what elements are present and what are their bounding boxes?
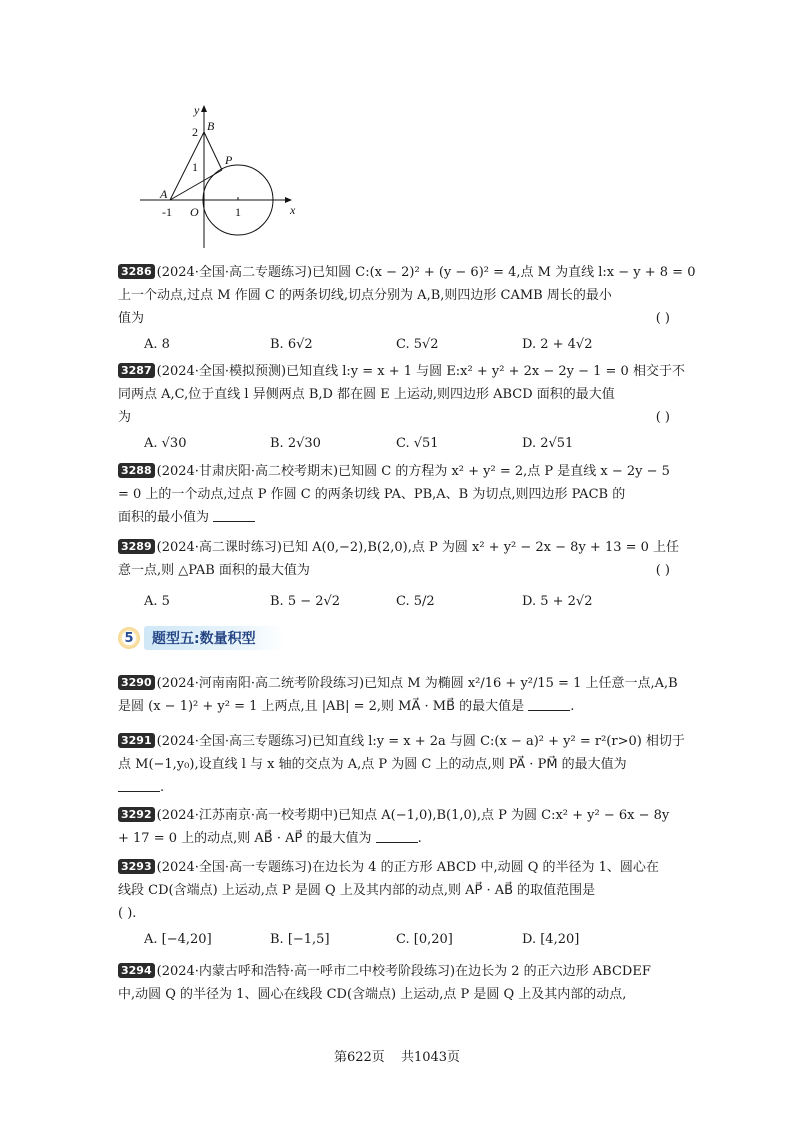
problem-3290: 3290 (2024·河南南阳·高二统考阶段练习)已知点 M 为椭圆 x²/16 + y²/15 = 1 上任意一点,A,B 是圆 (x − 1)² + y² = 1 上两点,且 |AB| = 2,则 MA⃗ · MB⃗ 的最大值是 .: [118, 676, 678, 714]
problem-id: 3294: [118, 963, 155, 978]
problem-text: = 0 上的一个动点,过点 P 作圆 C 的两条切线 PA、PB,A、B 为切点,则四边形 PACB 的: [118, 487, 626, 502]
label-tick-neg1: -1: [162, 205, 172, 219]
problem-text: 点 M(−1,y₀),设直线 l 与 x 轴的交点为 A,点 P 为圆 C 上的动点,则 PA⃗ · PM⃗ 的最大值为: [118, 757, 627, 772]
problem-3292: 3292 (2024·江苏南京·高一校考期中)已知点 A(−1,0),B(1,0),点 P 为圆 C:x² + y² − 6x − 8y + 17 = 0 上的动点,则 AB⃗ · AP⃗ 的最大值为 .: [118, 808, 670, 846]
problem-id: 3286: [118, 264, 155, 279]
problem-text: + 17 = 0 上的动点,则 AB⃗ · AP⃗ 的最大值为: [118, 831, 372, 846]
problem-text: (2024·高二课时练习)已知 A(0,−2),B(2,0),点 P 为圆 x² + y² − 2x − 8y + 13 = 0 上任: [156, 540, 680, 555]
answer-blank: [118, 779, 160, 792]
problem-text: (2024·江苏南京·高一校考期中)已知点 A(−1,0),B(1,0),点 P 为圆 C:x² + y² − 6x − 8y: [156, 808, 670, 823]
problem-id: 3288: [118, 463, 155, 478]
problem-3291: 3291 (2024·全国·高三专题练习)已知直线 l:y = x + 2a 与圆 C:(x − a)² + y² = r²(r>0) 相切于 点 M(−1,y₀),设直线 l 与 x 轴的交点为 A,点 P 为圆 C 上的动点,则 PA⃗ · PM⃗ 的最大值为 .: [118, 734, 685, 795]
problem-text: (2024·全国·模拟预测)已知直线 l:y = x + 1 与圆 E:x² + y² + 2x − 2y − 1 = 0 相交于不: [156, 364, 685, 379]
page-footer: [0, 1046, 794, 1065]
choice-c: C. 5/2: [396, 594, 435, 609]
answer-paren: ( ): [655, 563, 670, 578]
label-tick-2: 2: [192, 125, 198, 139]
choice-a: A. 5: [144, 594, 170, 609]
problem-text: 值为: [118, 311, 145, 326]
problem-text: 同两点 A,C,位于直线 l 异侧两点 B,D 都在圆 E 上运动,则四边形 ABCD 面积的最大值: [118, 387, 615, 402]
page-number: 第622页: [333, 1050, 385, 1065]
problem-id: 3291: [118, 733, 155, 748]
label-tick-1-x: 1: [235, 205, 241, 219]
problem-text: (2024·全国·高一专题练习)在边长为 4 的正方形 ABCD 中,动圆 Q 的半径为 1、圆心在: [156, 860, 659, 875]
problem-text: 线段 CD(含端点) 上运动,点 P 是圆 Q 上及其内部的动点,则 AP⃗ · AB⃗ 的取值范围是: [118, 883, 596, 898]
problem-text: (2024·内蒙古呼和浩特·高一呼市二中校考阶段练习)在边长为 2 的正六边形 ABCDEF: [156, 964, 651, 979]
segment-bp: [204, 132, 222, 170]
problem-text: ( ).: [118, 906, 137, 921]
choice-b: B. 5 − 2√2: [270, 594, 341, 609]
label-point-a: A: [160, 187, 168, 201]
problem-text: 上一个动点,过点 M 作圆 C 的两条切线,切点分别为 A,B,则四边形 CAMB 周长的最小: [118, 288, 612, 303]
problem-id: 3287: [118, 363, 155, 378]
section-number: 5: [124, 630, 134, 646]
problem-text: (2024·甘肃庆阳·高二校考期末)已知圆 C 的方程为 x² + y² = 2,点 P 是直线 x − 2y − 5: [156, 464, 670, 479]
problem-text: (2024·全国·高三专题练习)已知直线 l:y = x + 2a 与圆 C:(x − a)² + y² = r²(r>0) 相切于: [156, 734, 685, 749]
choice-a: A. 8: [144, 337, 170, 352]
label-tick-1: 1: [192, 160, 198, 174]
problem-id: 3292: [118, 807, 155, 822]
problem-text: 是圆 (x − 1)² + y² = 1 上两点,且 |AB| = 2,则 MA⃗ · MB⃗ 的最大值是: [118, 699, 525, 714]
coordinate-figure: [138, 100, 308, 250]
problem-id: 3290: [118, 675, 155, 690]
section-heading: [118, 626, 284, 650]
problem-3289: [118, 536, 678, 613]
problem-3288: [118, 460, 678, 529]
answer-paren: ( ): [655, 311, 670, 326]
problem-text: 为: [118, 410, 132, 425]
label-point-b: B: [207, 119, 215, 133]
section-title: 题型五:数量积型: [144, 626, 284, 650]
choice-a: A. √30: [144, 436, 187, 451]
problem-3286: [118, 261, 696, 356]
answer-blank: [528, 698, 570, 711]
choice-b: B. [−1,5]: [270, 932, 330, 947]
answer-blank: [213, 509, 255, 522]
choice-d: D. 5 + 2√2: [522, 594, 593, 609]
choice-b: B. 6√2: [270, 337, 313, 352]
problem-3287: [118, 360, 685, 455]
problem-text: (2024·全国·高二专题练习)已知圆 C:(x − 2)² + (y − 6)² = 4,点 M 为直线 l:x − y + 8 = 0: [156, 265, 696, 280]
choice-d: D. 2 + 4√2: [522, 337, 593, 352]
y-axis-arrow: [201, 105, 207, 112]
problem-3293: [118, 856, 678, 951]
choice-c: C. 5√2: [396, 337, 439, 352]
choice-c: C. √51: [396, 436, 439, 451]
choice-c: C. [0,20]: [396, 932, 453, 947]
problem-id: 3289: [118, 539, 155, 554]
problem-text: 面积的最小值为: [118, 510, 210, 525]
label-x: x: [290, 203, 296, 217]
section-number-badge: [118, 627, 140, 649]
problem-text: 意一点,则 △PAB 面积的最大值为: [118, 563, 310, 578]
choice-d: D. [4,20]: [522, 932, 580, 947]
label-origin: O: [190, 205, 199, 219]
choice-d: D. 2√51: [522, 436, 574, 451]
circle-tangent-diagram: [138, 100, 308, 250]
choice-b: B. 2√30: [270, 436, 321, 451]
problem-text: 中,动圆 Q 的半径为 1、圆心在线段 CD(含端点) 上运动,点 P 是圆 Q 上及其内部的动点,: [118, 987, 627, 1002]
label-point-p: P: [225, 153, 233, 167]
page-total: 共1043页: [400, 1050, 461, 1065]
answer-blank: [376, 830, 418, 843]
choice-a: A. [−4,20]: [144, 932, 212, 947]
problem-id: 3293: [118, 859, 155, 874]
label-y: y: [194, 103, 200, 117]
problem-text: (2024·河南南阳·高二统考阶段练习)已知点 M 为椭圆 x²/16 + y²/15 = 1 上任意一点,A,B: [156, 676, 678, 691]
problem-3294: [118, 960, 678, 1006]
answer-paren: ( ): [655, 410, 670, 425]
